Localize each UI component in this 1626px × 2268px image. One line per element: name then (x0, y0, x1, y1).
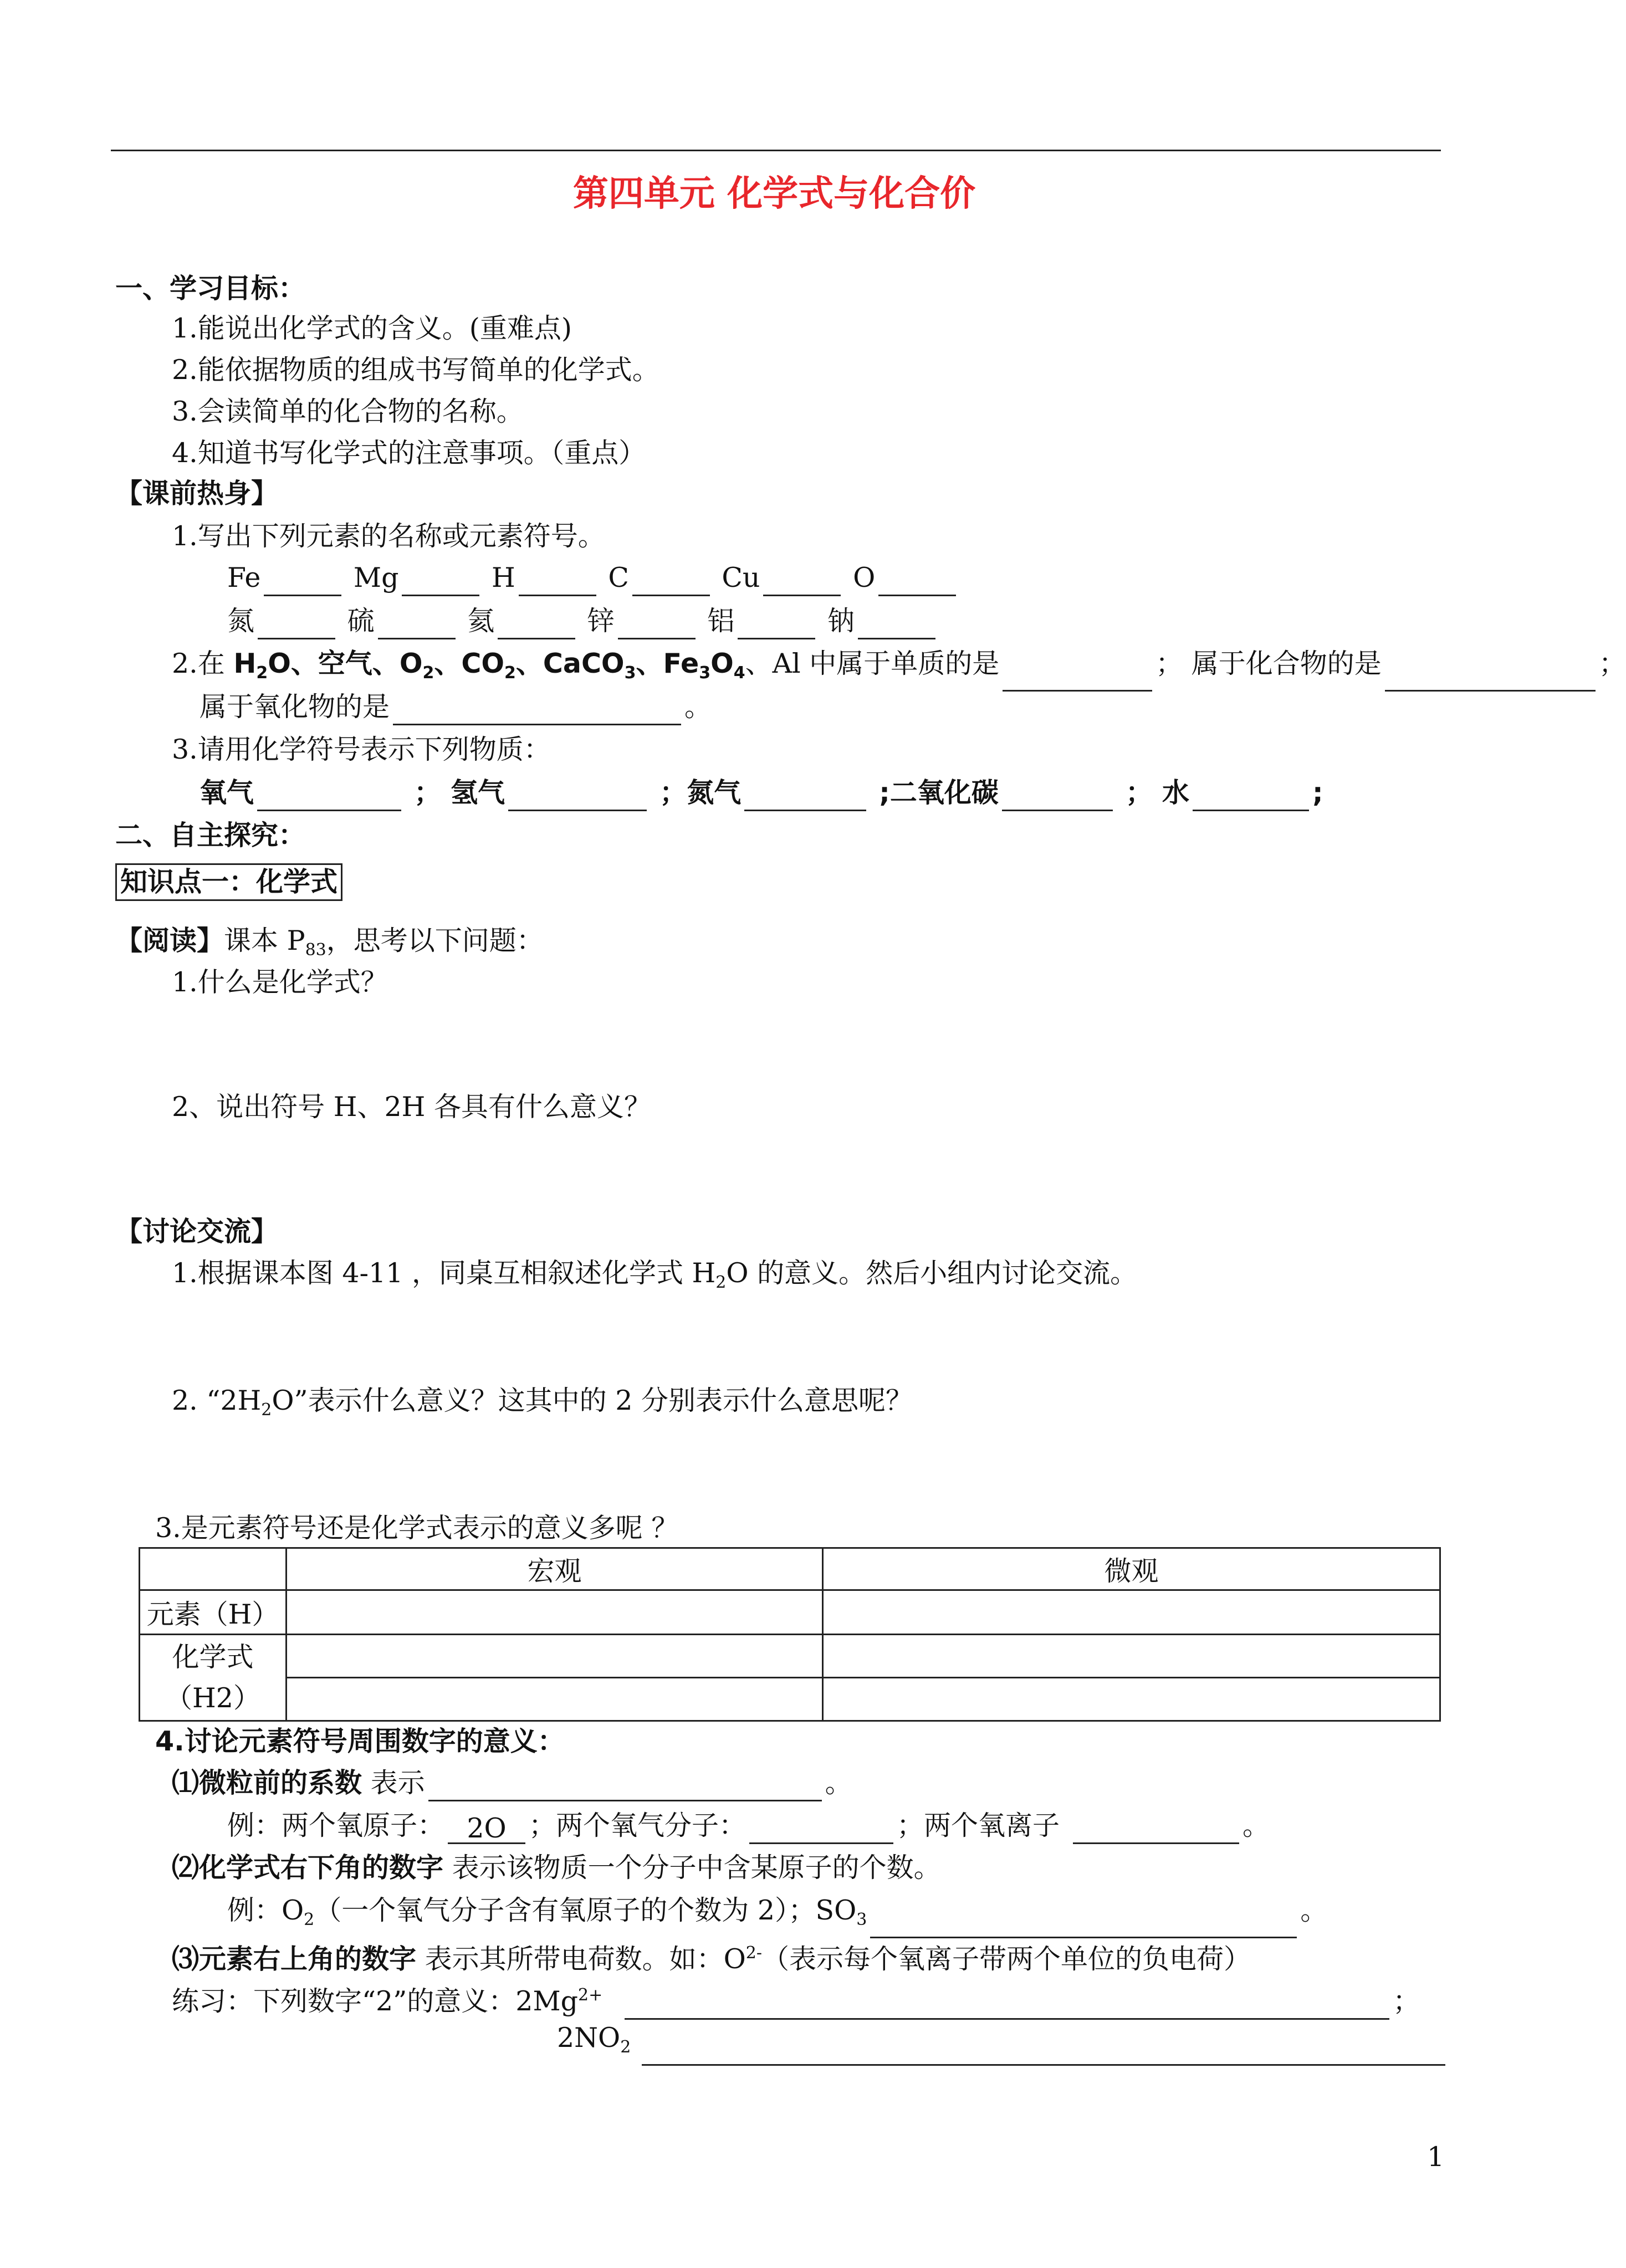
goal-item: 1.能说出化学式的含义。(重难点) (172, 313, 572, 344)
table-cell[interactable] (287, 1590, 823, 1635)
read-after: ，思考以下问题： (326, 925, 544, 956)
punct: ; (1312, 777, 1323, 808)
answer-blank[interactable] (618, 610, 696, 639)
read-text: 课本 P (224, 925, 305, 956)
answer-blank[interactable] (378, 610, 456, 639)
table-header-macro: 宏观 (287, 1548, 823, 1590)
table-corner (140, 1548, 287, 1590)
element-name: 氮 (227, 605, 255, 637)
explore-q1: 1.什么是化学式？ (172, 966, 388, 998)
element-name: 钠 (827, 605, 855, 637)
q2-prefix: 2.在 (172, 648, 225, 679)
point-subscript: ⑵化学式右下角的数字 表示该物质一个分子中含某原子的个数。 (172, 1852, 941, 1883)
answer-blank[interactable] (1385, 662, 1596, 692)
section-heading-goals: 一、学习目标： (115, 273, 306, 304)
answer-blank[interactable] (749, 1815, 893, 1844)
practice-no2: $2NO_2$ (557, 2020, 1449, 2066)
substance-label: 氧气 (200, 777, 254, 808)
element-symbol: H (492, 562, 515, 593)
element-symbol: Cu (722, 562, 760, 593)
answer-blank[interactable] (632, 567, 710, 596)
answer-blank[interactable] (264, 567, 341, 596)
table-row-label: 化学式 （H2） (140, 1635, 287, 1721)
warmup-q2 (172, 646, 1626, 692)
table-row-label: 元素（H） (140, 1590, 287, 1635)
answer-blank[interactable] (519, 567, 596, 596)
answer-blank[interactable] (744, 782, 866, 811)
answer-blank[interactable] (642, 2036, 1445, 2066)
element-row-names (227, 603, 939, 639)
answer-blank[interactable] (257, 782, 401, 811)
point-coefficient: ⑴微粒前的系数 表示 。 (172, 1765, 852, 1801)
punct: ； (1598, 648, 1626, 679)
element-symbol: C (608, 562, 629, 593)
discuss-q4: 4.讨论元素符号周围数字的意义： (155, 1726, 565, 1757)
q2-ask-oxides: 属于氧化物的是 (200, 691, 390, 723)
answer-blank[interactable] (258, 610, 335, 639)
read-label: 【阅读】 (115, 925, 224, 956)
table-cell[interactable] (823, 1635, 1440, 1678)
point-superscript: ⑶元素右上角的数字 表示其所带电荷数。如：$O^{2-}$（表示每个氧离子带两个单位的负电荷） (172, 1943, 1251, 1975)
element-symbol: Fe (227, 562, 261, 593)
page-number: 1 (1427, 2141, 1445, 2173)
answer-blank[interactable] (1193, 782, 1309, 811)
q2-ask-elements: 、Al 中属于单质的是 (745, 648, 1000, 679)
answer-blank[interactable] (508, 782, 647, 811)
answer-blank[interactable] (1002, 782, 1113, 811)
goal-item: 4.知道书写化学式的注意事项。（重点） (172, 437, 646, 469)
substance-label: ； 氢气 (414, 777, 505, 808)
meaning-table (139, 1547, 1441, 1722)
goal-item: 2.能依据物质的组成书写简单的化学式。 (172, 354, 659, 386)
example-subscript: 例：$O_2$（一个氧气分子含有氧原子的个数为 2）；$SO_3$ 。 (227, 1892, 1327, 1938)
practice-mg: 练习：下列数字“2”的意义：$2Mg^{2+}$ ； (172, 1977, 1420, 2020)
section-heading-discuss: 【讨论交流】 (115, 1216, 279, 1247)
substance-label: ;二氧化碳 (879, 777, 999, 808)
knowledge-point-box: 知识点一：化学式 (115, 863, 342, 901)
answer-blank[interactable] (1073, 1815, 1239, 1844)
element-symbol: O (853, 562, 876, 593)
substance-label: ； 水 (1125, 777, 1190, 808)
section-heading-warmup: 【课前热身】 (115, 478, 279, 509)
discuss-q2: 2. “$2H_2O$”表示什么意义？这其中的 2 分别表示什么意思呢？ (172, 1385, 913, 1420)
table-cell[interactable] (287, 1635, 823, 1678)
section-heading-explore: 二、自主探究： (115, 820, 306, 851)
element-name: 硫 (347, 605, 375, 637)
table-header-micro: 微观 (823, 1548, 1440, 1590)
read-instruction (115, 923, 544, 969)
warmup-q3-answers (200, 775, 1323, 811)
element-name: 锌 (587, 605, 615, 637)
page-ref: 83 (305, 940, 326, 960)
answer-blank[interactable] (738, 610, 815, 639)
table-cell[interactable] (287, 1678, 823, 1721)
goal-item: 3.会读简单的化合物的名称。 (172, 396, 524, 427)
q2-substances: $H_2O$、空气、$O_2$、$CO_2$、CaCO$_3$、$Fe_3O_4$ (233, 648, 745, 683)
answer-blank[interactable] (402, 567, 479, 596)
element-name: 铝 (707, 605, 735, 637)
explore-q2: 2、说出符号 H、2H 各具有什么意义？ (172, 1091, 651, 1123)
answer-blank-filled[interactable]: 2O (448, 1815, 525, 1844)
warmup-q1: 1.写出下列元素的名称或元素符号。 (172, 520, 605, 552)
element-name: 氦 (467, 605, 495, 637)
element-symbol: Mg (353, 562, 399, 593)
substance-label: ；氮气 (659, 777, 742, 808)
answer-blank[interactable] (625, 1990, 1389, 2020)
page-title: 第四单元 化学式与化合价 (572, 173, 976, 214)
answer-blank[interactable] (878, 567, 956, 596)
discuss-q3: 3.是元素符号还是化学式表示的意义多呢 ？ (155, 1512, 679, 1544)
answer-blank[interactable] (763, 567, 841, 596)
answer-blank[interactable] (1003, 662, 1152, 692)
q2-ask-compounds: ； 属于化合物的是 (1155, 648, 1382, 679)
element-row-symbols (227, 560, 959, 596)
answer-blank[interactable] (428, 1772, 822, 1801)
header-rule (111, 150, 1441, 151)
answer-blank[interactable] (393, 696, 681, 725)
answer-blank[interactable] (858, 610, 935, 639)
punct: 。 (684, 691, 712, 723)
table-cell[interactable] (823, 1590, 1440, 1635)
warmup-q2-line2 (200, 689, 712, 725)
discuss-q1: 1.根据课本图 4-11 ，同桌互相叙述化学式 $H_2O$ 的意义。然后小组内讨论交流。 (172, 1257, 1138, 1292)
answer-blank[interactable] (870, 1909, 1297, 1938)
example-coefficient: 例：两个氧原子： 2O ；两个氧气分子： ；两个氧离子 。 (227, 1810, 1270, 1844)
warmup-q3: 3.请用化学符号表示下列物质： (172, 734, 551, 765)
table-cell[interactable] (823, 1678, 1440, 1721)
answer-blank[interactable] (498, 610, 575, 639)
